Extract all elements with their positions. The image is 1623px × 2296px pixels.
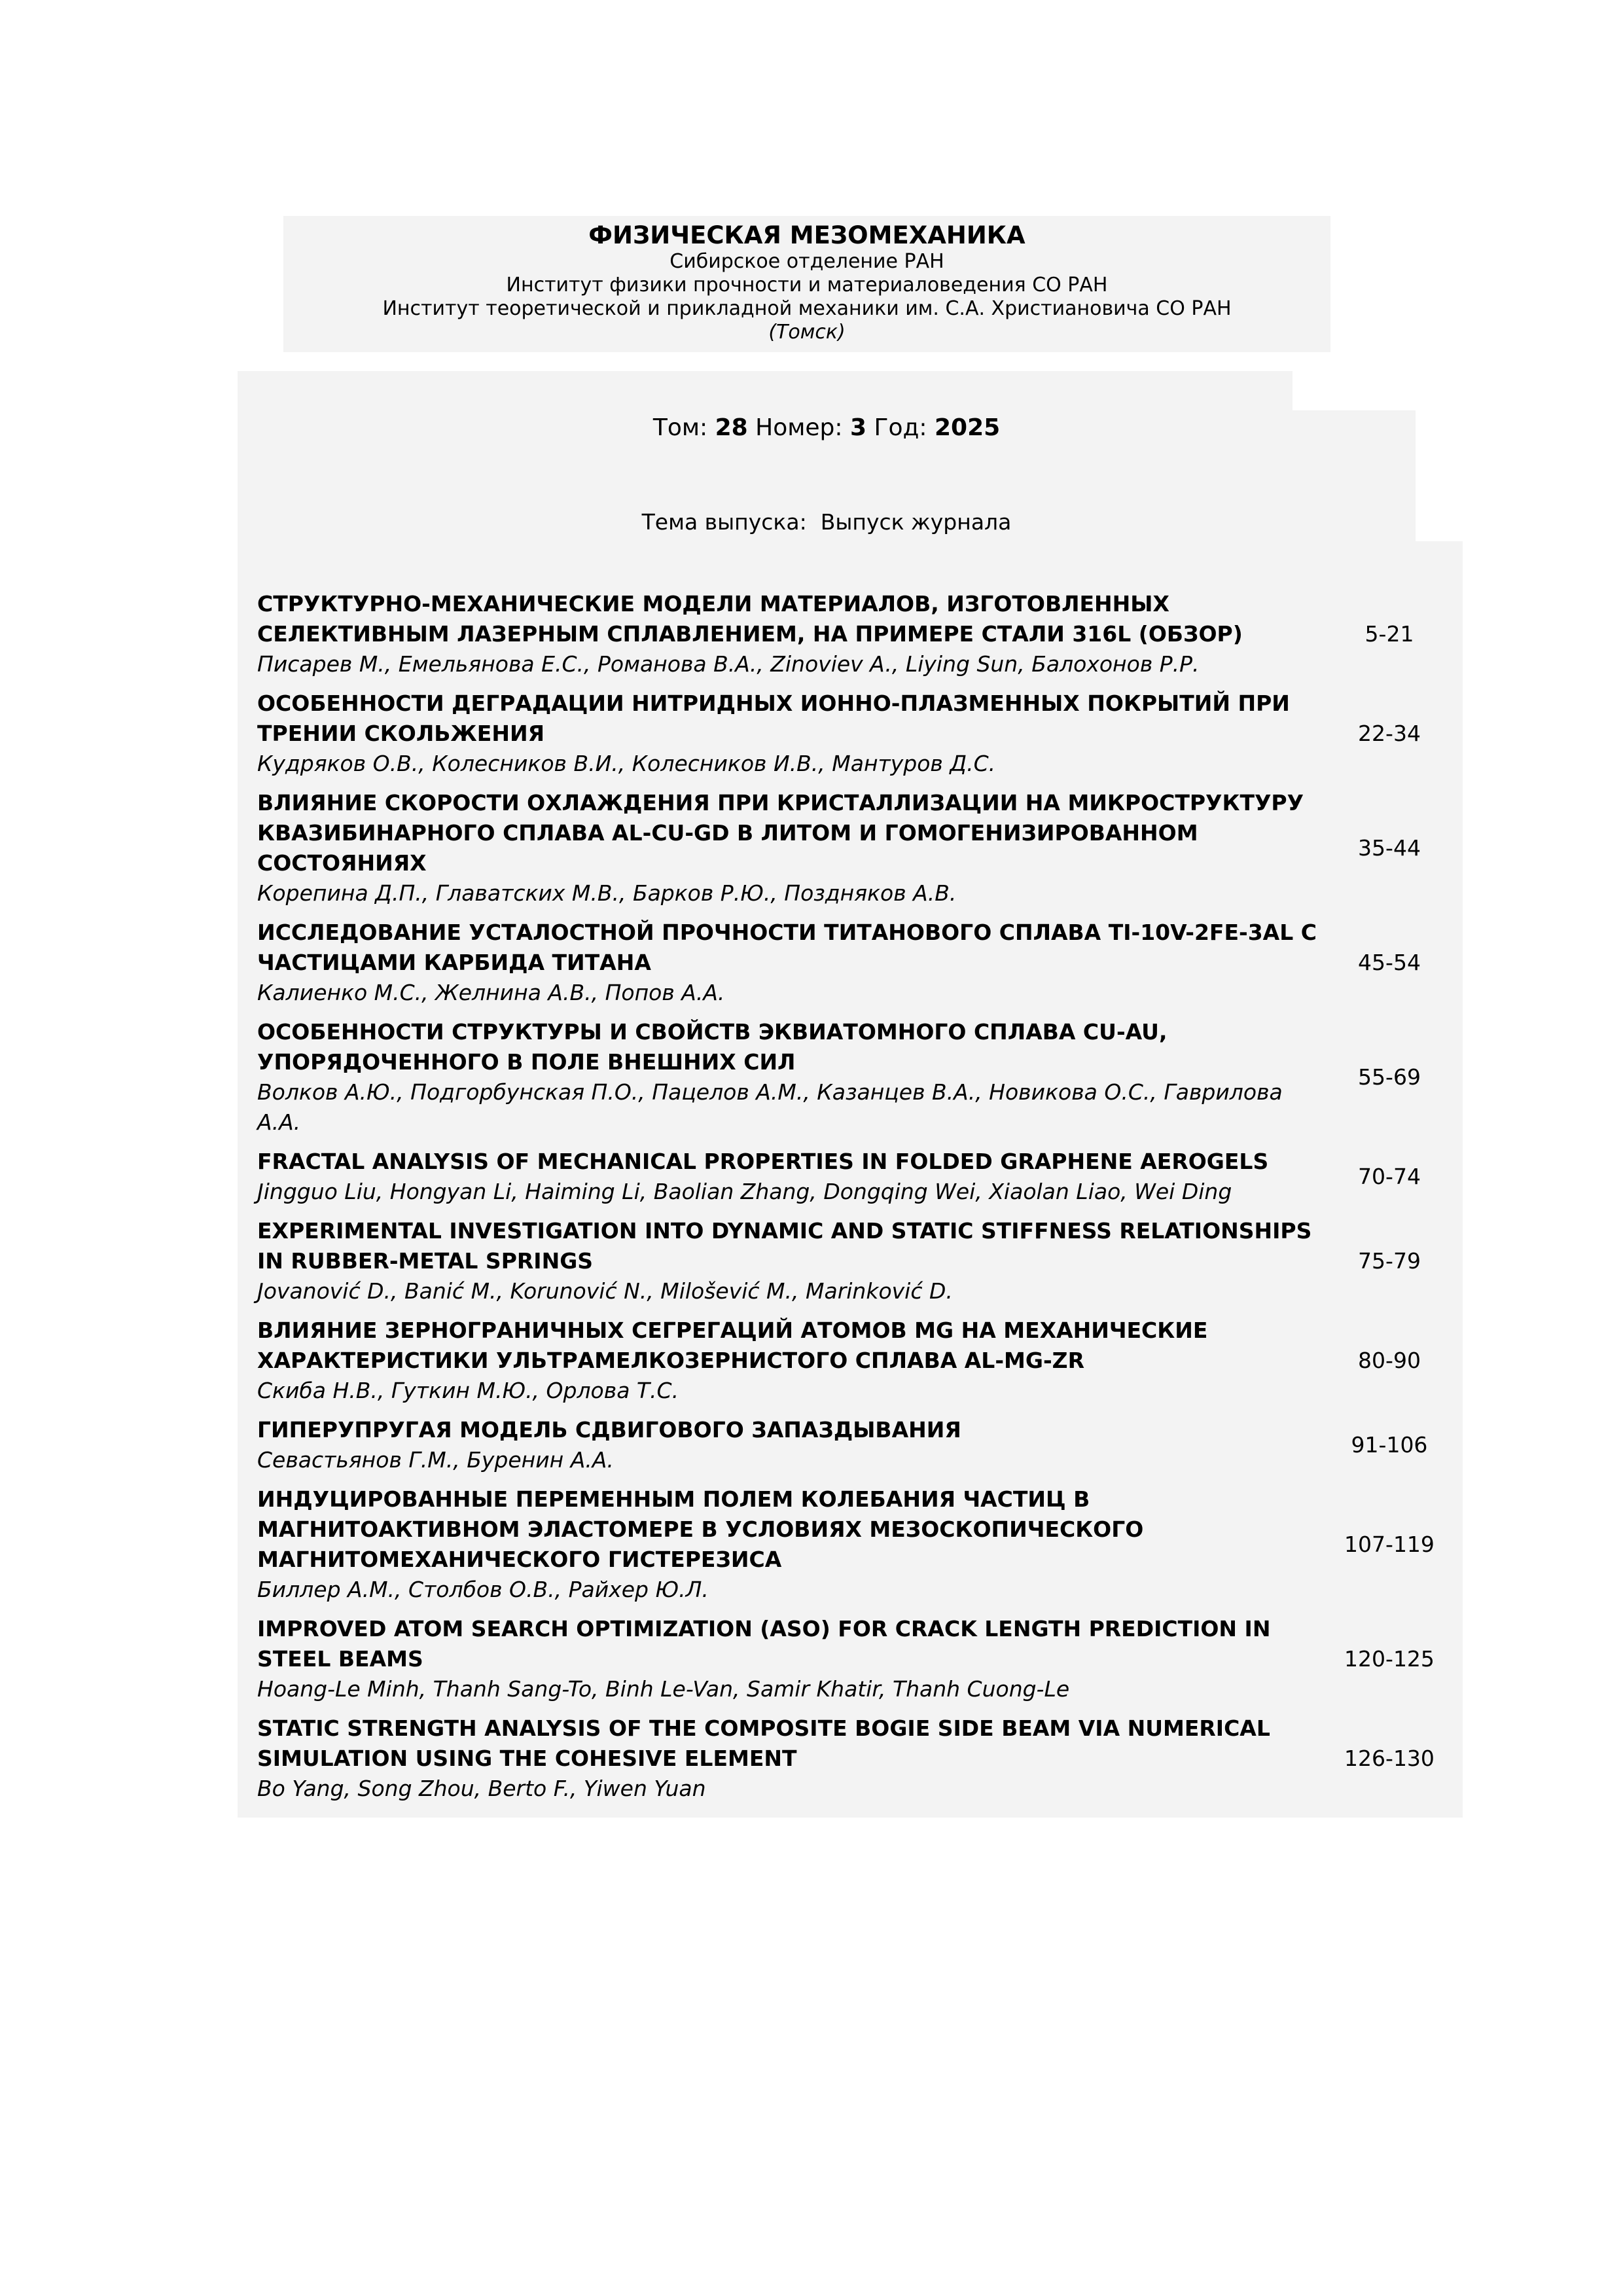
journal-city: (Томск) <box>768 321 846 344</box>
article-pages: 120-125 <box>1344 1646 1435 1672</box>
article-entry[interactable] <box>257 1216 1463 1306</box>
article-text <box>257 1147 1330 1207</box>
article-title[interactable]: ВЛИЯНИЕ СКОРОСТИ ОХЛАЖДЕНИЯ ПРИ КРИСТАЛЛИЗАЦИИ НА МИКРОСТРУКТУРУ КВАЗИБИНАРНОГО СПЛАВА AL-CU-GD В ЛИТОМ И ГОМОГЕНИЗИРОВАННОМ СОСТОЯНИЯХ <box>257 790 1304 876</box>
article-text <box>257 689 1330 779</box>
year-value: 2025 <box>934 414 1001 441</box>
article-title[interactable]: FRACTAL ANALYSIS OF MECHANICAL PROPERTIES IN FOLDED GRAPHENE AEROGELS <box>257 1149 1269 1174</box>
article-text <box>257 1017 1330 1138</box>
article-pages: 35-44 <box>1358 835 1421 861</box>
article-entry[interactable] <box>257 589 1463 679</box>
article-pages: 70-74 <box>1358 1164 1421 1189</box>
article-authors: Jingguo Liu, Hongyan Li, Haiming Li, Baolian Zhang, Dongqing Wei, Xiaolan Liao, Wei Ding <box>257 1179 1232 1204</box>
article-entry[interactable] <box>257 1713 1463 1804</box>
article-text <box>257 1614 1330 1704</box>
article-text <box>257 1415 1330 1475</box>
article-title[interactable]: ОСОБЕННОСТИ СТРУКТУРЫ И СВОЙСТВ ЭКВИАТОМНОГО СПЛАВА CU-AU, УПОРЯДОЧЕННОГО В ПОЛЕ ВНЕШНИХ СИЛ <box>257 1019 1168 1075</box>
article-pages: 126-130 <box>1344 1746 1435 1771</box>
journal-affiliation-2: Институт физики прочности и материаловедения СО РАН <box>506 274 1108 296</box>
theme-value: Выпуск журнала <box>820 509 1012 535</box>
article-authors: Скиба Н.В., Гуткин М.Ю., Орлова Т.С. <box>257 1378 679 1403</box>
article-title[interactable]: ИССЛЕДОВАНИЕ УСТАЛОСТНОЙ ПРОЧНОСТИ ТИТАНОВОГО СПЛАВА TI-10V-2FE-3AL С ЧАСТИЦАМИ КАРБИДА ТИТАНА <box>257 920 1317 975</box>
journal-title: ФИЗИЧЕСКАЯ МЕЗОМЕХАНИКА <box>588 221 1026 249</box>
number-value: 3 <box>850 414 867 441</box>
article-title[interactable]: IMPROVED ATOM SEARCH OPTIMIZATION (ASO) FOR CRACK LENGTH PREDICTION IN STEEL BEAMS <box>257 1616 1271 1672</box>
article-text <box>257 589 1330 679</box>
article-title[interactable]: ГИПЕРУПРУГАЯ МОДЕЛЬ СДВИГОВОГО ЗАПАЗДЫВАНИЯ <box>257 1417 961 1443</box>
article-title[interactable]: EXPERIMENTAL INVESTIGATION INTO DYNAMIC AND STATIC STIFFNESS RELATIONSHIPS IN RUBBER-METAL SPRINGS <box>257 1218 1312 1274</box>
article-title[interactable]: ИНДУЦИРОВАННЫЕ ПЕРЕМЕННЫМ ПОЛЕМ КОЛЕБАНИЯ ЧАСТИЦ В МАГНИТОАКТИВНОМ ЭЛАСТОМЕРЕ В УСЛОВИЯХ МЕЗОСКОПИЧЕСКОГО МАГНИТОМЕХАНИЧЕСКОГО ГИСТЕРЕЗИСА <box>257 1486 1144 1572</box>
issue-background-top <box>238 371 1293 410</box>
table-of-contents <box>257 589 1463 1813</box>
article-title[interactable]: ОСОБЕННОСТИ ДЕГРАДАЦИИ НИТРИДНЫХ ИОННО-ПЛАЗМЕННЫХ ПОКРЫТИЙ ПРИ ТРЕНИИ СКОЛЬЖЕНИЯ <box>257 691 1290 746</box>
article-authors: Корепина Д.П., Главатских М.В., Барков Р.Ю., Поздняков А.В. <box>257 880 957 906</box>
number-label: Номер: <box>755 414 843 441</box>
article-entry[interactable] <box>257 1316 1463 1406</box>
article-entry[interactable] <box>257 788 1463 908</box>
article-pages: 45-54 <box>1358 950 1421 975</box>
article-authors: Bo Yang, Song Zhou, Berto F., Yiwen Yuan <box>257 1776 706 1801</box>
article-title[interactable]: ВЛИЯНИЕ ЗЕРНОГРАНИЧНЫХ СЕГРЕГАЦИЙ АТОМОВ MG НА МЕХАНИЧЕСКИЕ ХАРАКТЕРИСТИКИ УЛЬТРАМЕЛКОЗЕРНИСТОГО СПЛАВА AL-MG-ZR <box>257 1318 1208 1373</box>
article-text <box>257 1216 1330 1306</box>
article-entry[interactable] <box>257 1147 1463 1207</box>
article-title[interactable]: СТРУКТУРНО-МЕХАНИЧЕСКИЕ МОДЕЛИ МАТЕРИАЛОВ, ИЗГОТОВЛЕННЫХ СЕЛЕКТИВНЫМ ЛАЗЕРНЫМ СПЛАВЛЕНИЕМ, НА ПРИМЕРЕ СТАЛИ 316L (ОБЗОР) <box>257 591 1243 647</box>
volume-value: 28 <box>715 414 748 441</box>
article-authors: Калиенко М.С., Желнина А.В., Попов А.А. <box>257 980 725 1005</box>
volume-label: Том: <box>652 414 708 441</box>
theme-label: Тема выпуска: <box>641 509 807 535</box>
article-authors: Кудряков О.В., Колесников В.И., Колесников И.В., Мантуров Д.С. <box>257 751 996 776</box>
article-authors: Jovanović D., Banić M., Korunović N., Milošević M., Marinković D. <box>257 1278 953 1304</box>
article-authors: Волков А.Ю., Подгорбунская П.О., Пацелов А.М., Казанцев В.А., Новикова О.С., Гаврилова А.А. <box>257 1079 1283 1135</box>
issue-info <box>238 414 1416 442</box>
article-authors: Севастьянов Г.М., Буренин А.А. <box>257 1447 614 1473</box>
journal-affiliation-1: Сибирское отделение РАН <box>669 250 944 273</box>
article-text <box>257 1316 1330 1406</box>
article-text <box>257 918 1330 1008</box>
article-entry[interactable] <box>257 1415 1463 1475</box>
article-authors: Hoang-Le Minh, Thanh Sang-To, Binh Le-Van, Samir Khatir, Thanh Cuong-Le <box>257 1676 1070 1702</box>
journal-header <box>283 216 1330 352</box>
issue-theme <box>238 509 1416 535</box>
article-entry[interactable] <box>257 1614 1463 1704</box>
article-pages: 80-90 <box>1358 1348 1421 1373</box>
year-label: Год: <box>874 414 927 441</box>
article-title[interactable]: STATIC STRENGTH ANALYSIS OF THE COMPOSITE BOGIE SIDE BEAM VIA NUMERICAL SIMULATION USING THE COHESIVE ELEMENT <box>257 1715 1270 1771</box>
article-pages: 107-119 <box>1344 1532 1435 1557</box>
article-authors: Биллер А.М., Столбов О.В., Райхер Ю.Л. <box>257 1577 709 1602</box>
article-text <box>257 1713 1330 1804</box>
article-authors: Писарев М., Емельянова Е.С., Романова В.А., Zinoviev A., Liying Sun, Балохонов Р.Р. <box>257 651 1200 677</box>
article-entry[interactable] <box>257 689 1463 779</box>
article-entry[interactable] <box>257 1017 1463 1138</box>
article-entry[interactable] <box>257 1484 1463 1605</box>
journal-affiliation-3: Институт теоретической и прикладной механики им. С.А. Христиановича СО РАН <box>382 297 1232 320</box>
article-pages: 55-69 <box>1358 1064 1421 1090</box>
article-pages: 75-79 <box>1358 1248 1421 1274</box>
article-text <box>257 1484 1330 1605</box>
article-text <box>257 788 1330 908</box>
article-pages: 22-34 <box>1358 721 1421 746</box>
article-entry[interactable] <box>257 918 1463 1008</box>
article-pages: 5-21 <box>1364 621 1414 647</box>
article-pages: 91-106 <box>1351 1432 1428 1458</box>
